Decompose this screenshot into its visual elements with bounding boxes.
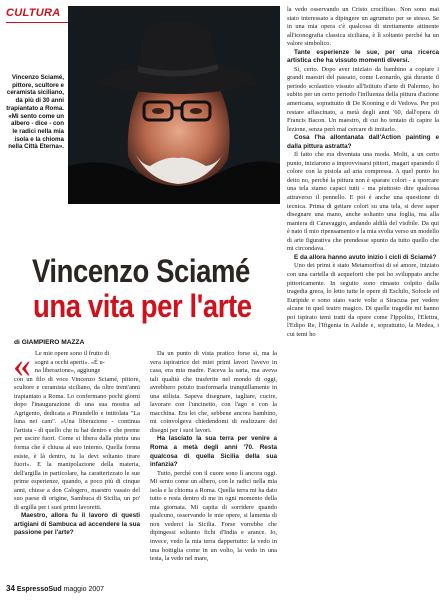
drop-quote-mark: « xyxy=(13,345,31,385)
paragraph: Tutto, perché con il cuore sono lì ancora oggi. Mi sento come un albero, con le radici nella mia isola e la chioma a Roma. Quella terra mi ha dato tutto e resta dentro di me in ogni momento della mia giornata. Mi capita di sorridere quando qualcuno, osservando le mie opere, si lamenta di non vederci la Sicilia. Forse vorrebbe che dipingessi soltanto fichi d'India e arance. Io, invece, vedo la mia terra dappertutto: la vedo in una bottiglia come in un volto, la vedo in una testa, la vedo nel mare, xyxy=(150,469,277,563)
headline-line2: una vita per l'arte xyxy=(33,288,252,324)
page-number: 34 xyxy=(6,584,15,593)
lead-line: na liberazione», aggiunge xyxy=(35,367,101,375)
paragraph: Uno dei primi è stato Metamorfosi di sé amore, iniziato con una cartella di acqueforti che poi ho sviluppato anche pittoricamente. In seguito sono rimasto colpito dalla tragedia greca, lo letto tutte le opere di Eschilo, Sofocle ed Euripide e sono stato varie volte a Siracusa per vedere alcune in quel teatro magico. Di quelle tragedie mi hanno poi ispirato temi tratti da opere come l'Ippolito, l'Elettra, l'Edipo Re, l'Ifigenia in Aulide e, soprattutto, la Medea, i cui temi ho xyxy=(287,262,439,338)
interview-question: Tante esperienze le sue, per una ricerca artistica che ha vissuto momenti diversi. xyxy=(287,48,439,65)
issue-date: maggio 2007 xyxy=(63,586,105,593)
article-column-1 xyxy=(13,345,140,538)
byline: di GIAMPIERO MAZZA xyxy=(14,339,85,346)
headline-line1: Vincenzo Sciamé xyxy=(32,253,250,289)
paragraph: Sì, certo. Dopo aver iniziato da bambino a copiare i grandi maestri del passato, come Leonardo, già durante il periodo scolastico vissuto all'Istituto d'arte di Palermo, ho subito per un certo periodo l'influenza della pittura d'azione americana, soprattutto di De Kooning e di Vedova. Per poi restare affascinato, a metà degli anni '60, dall'opera di Francis Bacon. Un maestro, di cui ho tentato di capire la lezione, senza però mai cercare di imitarlo. xyxy=(287,65,439,133)
article-column-3 xyxy=(287,6,439,339)
paragraph: con un filo di voce Vincenzo Sciamé, pittore, scultore e ceramista siciliano, da oltre trent'anni trapiantato a Roma. Lo confermano pochi giorni dopo l'inaugurazione di una sua mostra ad Agrigento, dedicata a Pirandello e intitolata "La luna nei cam". «Una liberazione - continua l'artista - di quello che tu hai dentro e che preme per uscire fuori. Come si libera dalla pietra una forma che è chiusa al suo interno. Quella forma esiste, è là dentro, tu la devi soltanto tirare fuori». E la manipolazione della materia, dell'argilla in particolare, ha caratterizzato le sue prime esperienze, quando, a poco più di cinque anni, chiese a don Calogero, maestro vasaio del suo paese di origine, Sambuca di Sicilia, un po' di argilla per i suoi primi lavoretti. xyxy=(14,375,140,511)
interview-question: Cosa l'ha allontanata dall'Action painting e dalla pittura astratta? xyxy=(287,134,439,150)
article-column-2 xyxy=(150,350,277,564)
lead-line: sogni a occhi aperti». «È u- xyxy=(35,358,105,366)
page-footer xyxy=(6,584,104,593)
paragraph: Il fatto che era diventata una moda. Molti, a un certo punto, iniziarono a improvvisarsi pittori, magari sparando il colore con la pistola ad aria compressa. A quel punto ho detto no, perché la pittura non è sparare colori - a sporcare una tela siamo capaci tutti - ma piuttosto dire qualcosa attraverso il pennello. E poi è anche una questione di tecnica. Prima di gettare colori su una tela, si deve saper disegnare una mano, anche soltanto una foglia, ma alla maniera di Caravaggio, andando aldilà del visibile. Da qui è nato il mio ripensamento e la mia svolta verso un modello di arte figurativa che prendesse spunto da tutto quello che mi circondava. xyxy=(287,151,439,253)
portrait-illustration xyxy=(68,6,280,204)
interview-question: Ha lasciato la sua terra per venire a Roma a metà degli anni '70. Resta qualcosa di quella Sicilia della sua infanzia? xyxy=(150,435,277,469)
paragraph: Da un punto di vista pratico forse sì, ma la vera ispiratrice dei miei primi lavori l'avevo in casa, era mia madre. Faceva la sarta, ma aveva tali qualità che trasferite nel mondo di oggi, avrebbero potuto trasformarla tranquillamente in una stilista. Sapeva disegnare, tagliare, cucire, lavorare con l'uncinetto, con l'ago e con la macchina. Era lei che, sebbene ancora bambino, mi coinvolgeva chiedendomi di realizzare dei disegni per i suoi lavori. xyxy=(150,350,277,434)
section-label: CULTURA xyxy=(6,7,61,19)
magazine-name: EspressoSud xyxy=(16,586,62,593)
interview-question: Maestro, allora fu il lavoro di questi artigiani di Sambuca ad accendere la sua passione per l'arte? xyxy=(14,512,140,537)
photo-caption: Vincenzo Sciamé, pittore, scultore e ceramista siciliano, da più di 30 anni trapiantato a Roma. «Mi sento come un albero - dice - con le radici nella mia isola e la chioma nella Città Eterna». xyxy=(6,74,64,151)
portrait-photo xyxy=(68,6,280,204)
lead-line: Le mie opere sono il frutto di xyxy=(35,350,110,357)
paragraph: la vedo osservando un Cristo crocifisso. Non sono mai stato interessato a dipingere un agrumeto per se stesso. Se in una mia opera c'è qualcosa di strettamente attinente all'iconografia classica siciliana, è lì soltanto perché ha un valore simbolico. xyxy=(287,6,439,48)
interview-question: E da allora hanno avuto inizio i cicli di Sciamé? xyxy=(294,253,437,261)
